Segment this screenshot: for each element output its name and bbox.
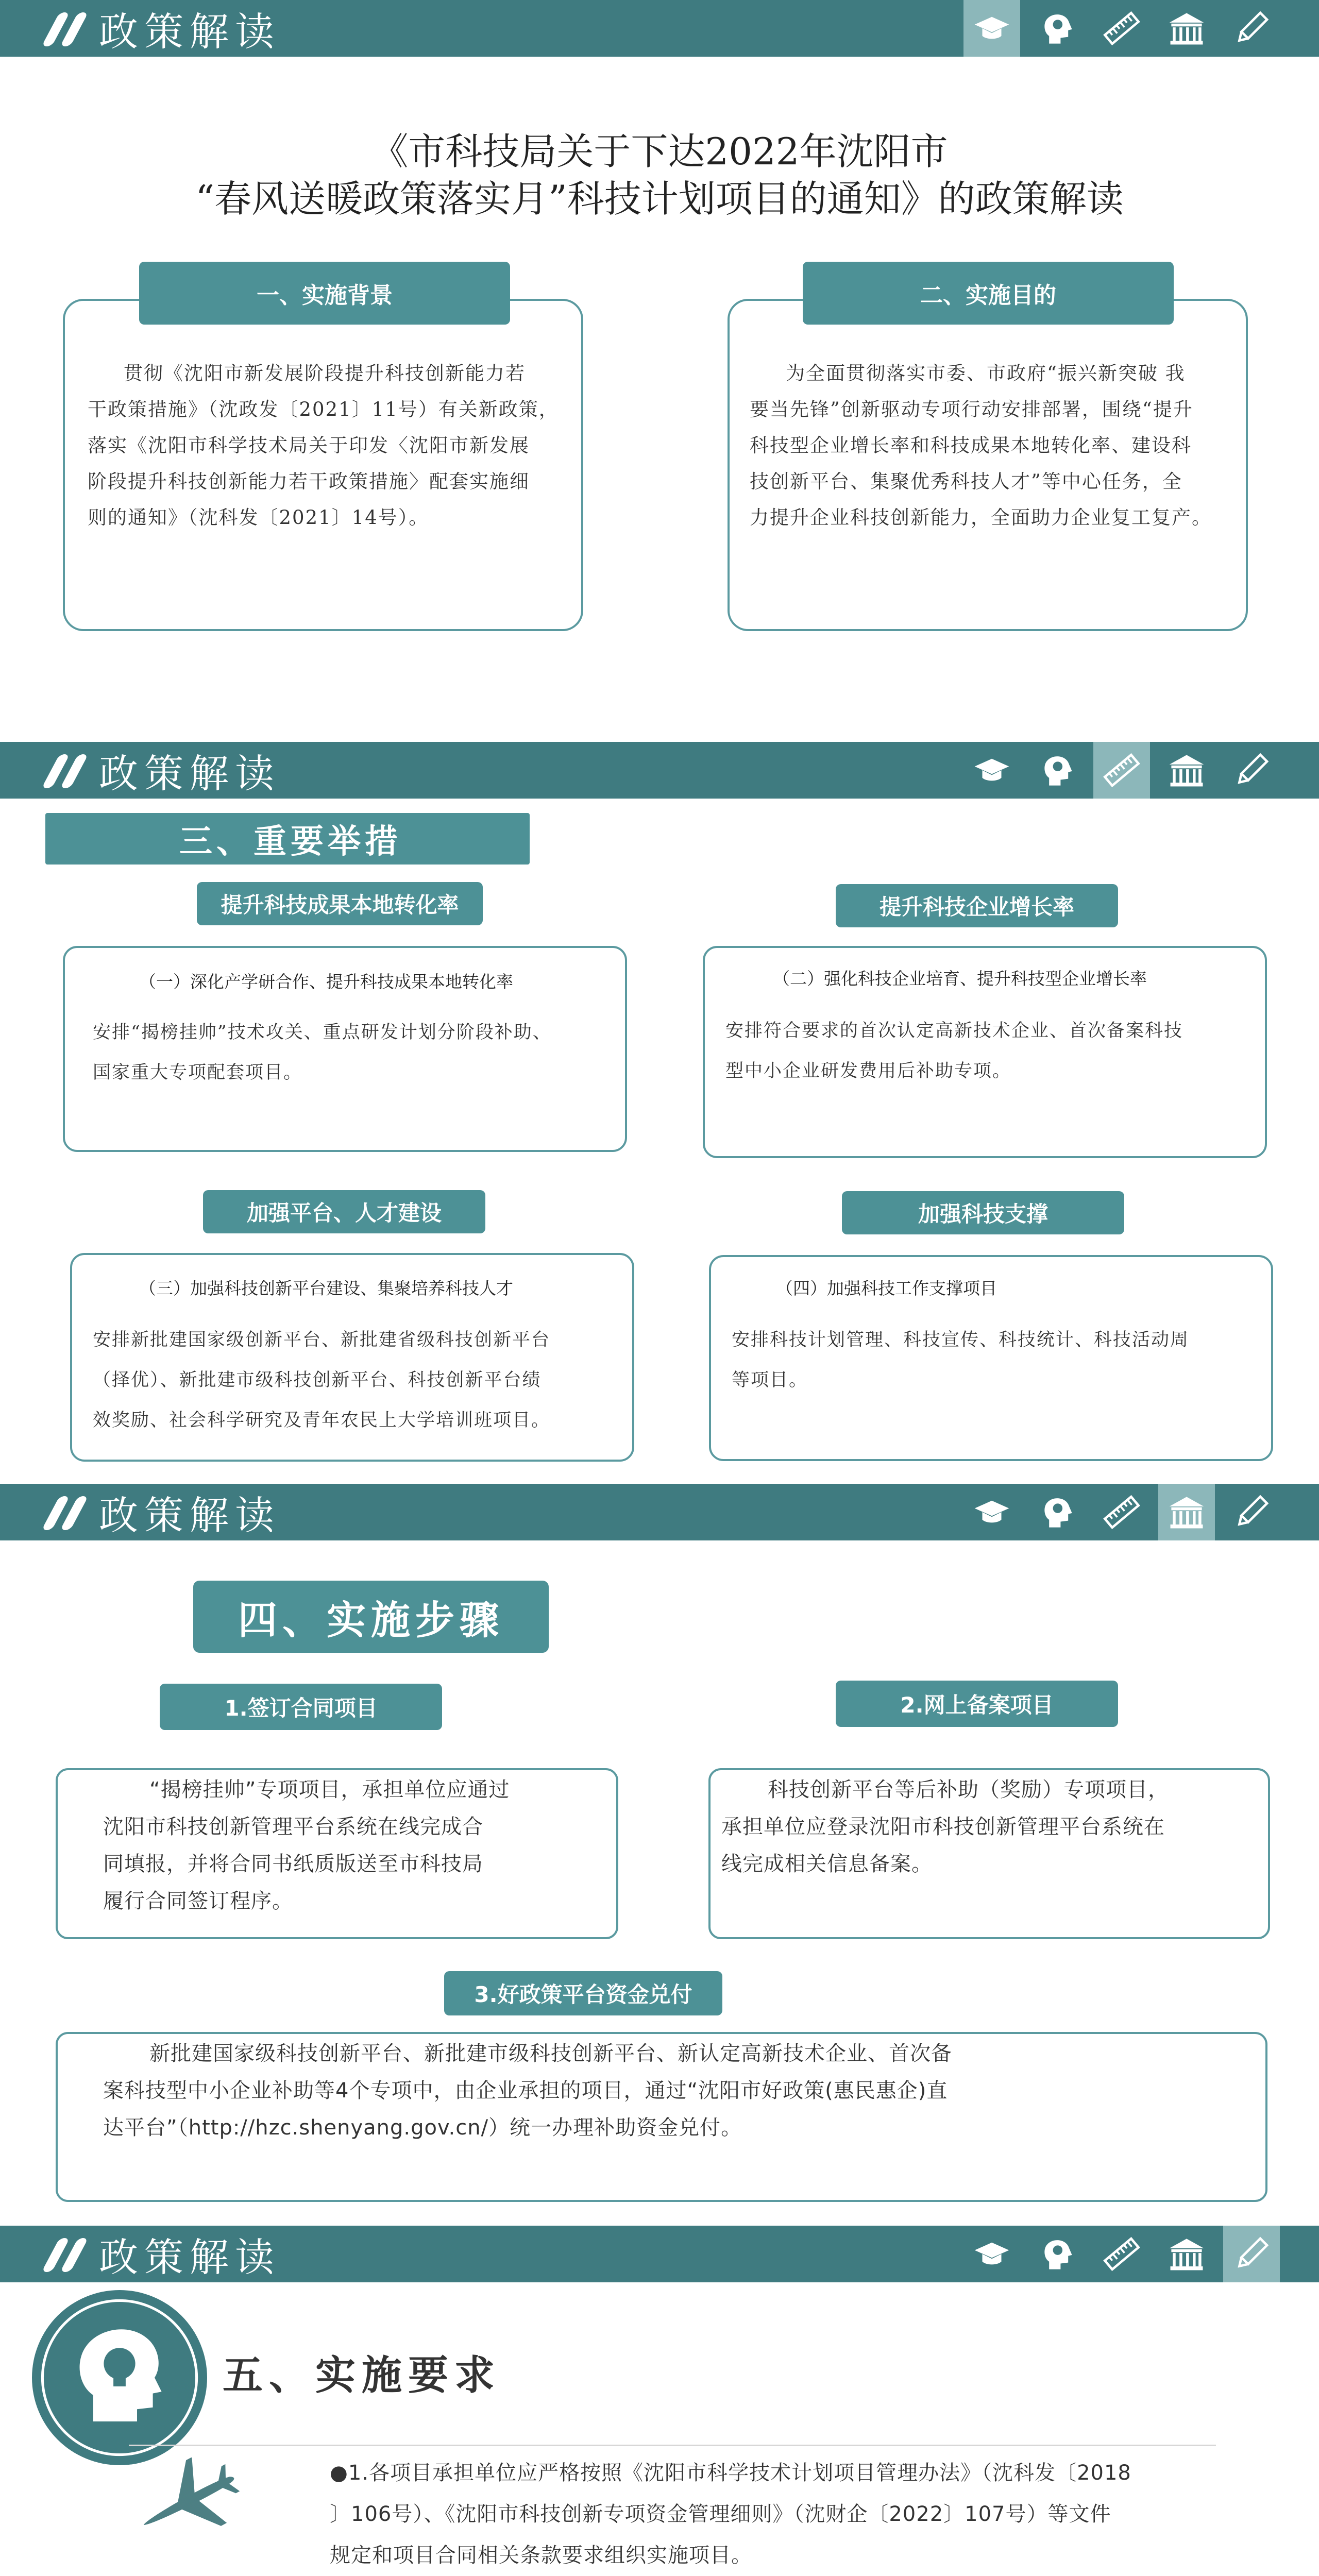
text-line: 力提升企业科技创新能力，全面助力企业复工复产。 [750, 506, 1212, 529]
head-bulb-icon[interactable] [1028, 0, 1085, 57]
text-line: 同填报，并将合同书纸质版送至市科技局 [103, 1852, 483, 1876]
measure-subtitle: （三）加强科技创新平台建设、集聚培养科技人才 [139, 1278, 513, 1298]
text-line: （择优）、新批建市级科技创新平台、科技创新平台绩 [93, 1370, 542, 1391]
text-line: 线完成相关信息备案。 [721, 1852, 933, 1876]
text-line: 要当先锋”创新驱动专项行动安排部署，围绕“提升 [750, 398, 1193, 420]
header-icon-bar [955, 0, 1280, 57]
text-line: 承担单位应登录沈阳市科技创新管理平台系统在 [721, 1815, 1165, 1839]
header-title [39, 742, 280, 799]
header-band [0, 1484, 1319, 1540]
graduation-cap-icon[interactable] [963, 0, 1020, 57]
header-band [0, 0, 1319, 57]
header-icon-bar [955, 2226, 1280, 2282]
double-slash-icon [39, 10, 91, 46]
head-bulb-icon [32, 2290, 207, 2465]
measure-subtitle: （二）强化科技企业培育、提升科技型企业增长率 [773, 969, 1147, 989]
text-line: 案科技型中小企业补助等4个专项中，由企业承担的项目，通过“沈阳市好政策(惠民惠企)直 [103, 2079, 948, 2103]
step3-tab: 3.好政策平台资金兑付 [444, 1971, 722, 2015]
text-line: 科技型企业增长率和科技成果本地转化率、建设科 [750, 434, 1192, 456]
purpose-tab: 二、实施目的 [803, 262, 1174, 325]
header-title [39, 0, 280, 57]
airplane-icon [129, 2458, 247, 2547]
graduation-cap-icon[interactable] [963, 742, 1020, 799]
pencil-icon[interactable] [1223, 1484, 1280, 1540]
step1-tab: 1.签订合同项目 [160, 1684, 442, 1730]
text-line: 阶段提升科技创新能力若干政策措施〉配套实施细 [88, 470, 530, 493]
pencil-icon[interactable] [1223, 2226, 1280, 2282]
document-title-line2: “春风送暖政策落实月”科技计划项目的通知》的政策解读 [195, 177, 1124, 221]
graduation-cap-icon[interactable] [963, 2226, 1020, 2282]
text-line: 新批建国家级科技创新平台、新批建市级科技创新平台、新认定高新技术企业、首次备 [149, 2042, 952, 2065]
text-line: 〕106号）、《沈阳市科技创新专项资金管理细则》（沈财企〔2022〕107号）等文件 [330, 2502, 1111, 2526]
text-line: 等项目。 [732, 1370, 808, 1391]
text-line: 则的通知》（沈科发〔2021〕14号）。 [88, 506, 429, 529]
text-line: 规定和项目合同相关条款要求组织实施项目。 [330, 2544, 752, 2567]
graduation-cap-icon[interactable] [963, 1484, 1020, 1540]
background-tab: 一、实施背景 [139, 262, 510, 325]
building-icon[interactable] [1158, 2226, 1215, 2282]
measure-subtitle: （四）加强科技工作支撑项目 [776, 1278, 997, 1298]
header-icon-bar [955, 1484, 1280, 1540]
purpose-text [750, 355, 1231, 536]
header-title-text: 政策解读 [99, 8, 280, 55]
ruler-icon[interactable] [1093, 1484, 1150, 1540]
header-icon-bar [955, 742, 1280, 799]
head-bulb-icon[interactable] [1028, 742, 1085, 799]
text-line: “揭榜挂帅”专项项目，承担单位应通过 [149, 1778, 510, 1802]
step2-tab: 2.网上备案项目 [836, 1681, 1118, 1727]
double-slash-icon [39, 1494, 91, 1530]
header-title-text: 政策解读 [99, 2234, 280, 2280]
text-line: 技创新平台、集聚优秀科技人才”等中心任务，全 [750, 470, 1182, 493]
steps-heading: 四、实施步骤 [193, 1581, 549, 1653]
measure-text [93, 1012, 618, 1093]
measure-tab: 加强平台、人才建设 [203, 1190, 485, 1233]
requirements-heading: 五、实施要求 [223, 2352, 501, 2399]
text-line: 沈阳市科技创新管理平台系统在线完成合 [103, 1815, 483, 1839]
double-slash-icon [39, 2236, 91, 2272]
text-line: 效奖励、社会科学研究及青年农民上大学培训班项目。 [93, 1410, 551, 1431]
head-bulb-icon[interactable] [1028, 2226, 1085, 2282]
text-line: 落实《沈阳市科学技术局关于印发〈沈阳市新发展 [88, 434, 530, 456]
text-line: 履行合同签订程序。 [103, 1889, 293, 1913]
measure-subtitle: （一）深化产学研合作、提升科技成果本地转化率 [139, 972, 513, 992]
header-band [0, 2226, 1319, 2282]
measure-tab: 提升科技成果本地转化率 [197, 882, 483, 925]
document-title-line1: 《市科技局关于下达2022年沈阳市 [371, 130, 948, 173]
head-bulb-badge [32, 2290, 207, 2465]
measures-heading: 三、重要举措 [45, 813, 530, 865]
ruler-icon[interactable] [1093, 2226, 1150, 2282]
text-line: 安排新批建国家级创新平台、新批建省级科技创新平台 [93, 1330, 551, 1350]
requirement-text [330, 2452, 1226, 2576]
step3-text [103, 2035, 1237, 2146]
header-title-text: 政策解读 [99, 1492, 280, 1538]
measure-text [725, 1011, 1251, 1091]
header-title [39, 1484, 280, 1540]
text-line: 国家重大专项配套项目。 [93, 1062, 303, 1083]
text-line: 贯彻《沈阳市新发展阶段提升科技创新能力若 [124, 362, 526, 384]
measure-tab: 提升科技企业增长率 [836, 884, 1118, 927]
measure-text [732, 1320, 1257, 1400]
header-title-text: 政策解读 [99, 750, 280, 796]
building-icon[interactable] [1158, 742, 1215, 799]
header-title [39, 2226, 280, 2282]
text-line: 安排科技计划管理、科技宣传、科技统计、科技活动周 [732, 1330, 1190, 1350]
text-line: 安排“揭榜挂帅”技术攻关、重点研发计划分阶段补助、 [93, 1022, 552, 1043]
text-line: 安排符合要求的首次认定高新技术企业、首次备案科技 [725, 1021, 1183, 1041]
ruler-icon[interactable] [1093, 742, 1150, 799]
double-slash-icon [39, 752, 91, 788]
building-icon[interactable] [1158, 0, 1215, 57]
text-line: 达平台”（http://hzc.shenyang.gov.cn/）统一办理补助资金兑付。 [103, 2116, 742, 2140]
measure-text [93, 1320, 618, 1440]
step1-text [103, 1771, 587, 1920]
head-bulb-icon[interactable] [1028, 1484, 1085, 1540]
text-line: 型中小企业研发费用后补助专项。 [725, 1061, 1012, 1081]
text-line: 科技创新平台等后补助（奖励）专项项目， [768, 1778, 1169, 1802]
measure-tab: 加强科技支撑 [842, 1191, 1124, 1234]
building-icon[interactable] [1158, 1484, 1215, 1540]
pencil-icon[interactable] [1223, 742, 1280, 799]
ruler-icon[interactable] [1093, 0, 1150, 57]
text-line: 为全面贯彻落实市委、市政府“振兴新突破 我 [786, 362, 1186, 384]
background-text [88, 355, 562, 536]
step2-text [721, 1771, 1262, 1883]
text-line: 干政策措施》（沈政发〔2021〕11号）有关新政策， [88, 398, 559, 420]
pencil-icon[interactable] [1223, 0, 1280, 57]
text-line: ●1.各项目承担单位应严格按照《沈阳市科学技术计划项目管理办法》（沈科发〔2018 [330, 2461, 1131, 2485]
header-band [0, 742, 1319, 799]
divider [129, 2445, 1216, 2446]
